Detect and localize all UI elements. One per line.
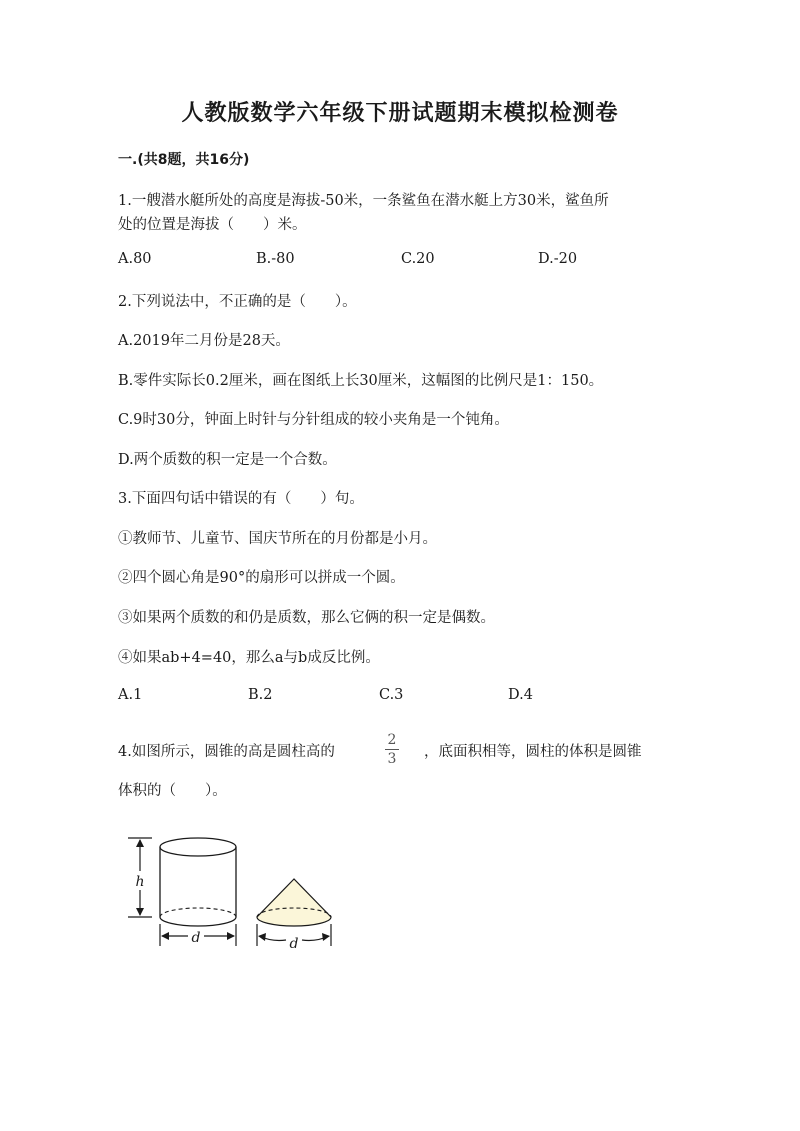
cylinder-diameter-label: d (191, 930, 201, 946)
height-arrowhead-down (136, 908, 144, 916)
cylinder-diameter-arrowhead-right (227, 932, 235, 940)
height-label: h (135, 874, 145, 890)
q3-option-d: D.4 (508, 687, 533, 703)
q2-option-d: D.两个质数的积一定是一个合数。 (118, 452, 337, 468)
q4-stem-after-fraction: ，底面积相等，圆柱的体积是圆锥 (424, 744, 642, 760)
page-title: 人教版数学六年级下册试题期末模拟检测卷 (181, 101, 619, 126)
cylinder-diameter-arrowhead-left (161, 932, 169, 940)
q4-stem-before-fraction: 4.如图所示，圆锥的高是圆柱高的 (118, 744, 335, 760)
cone-diameter-arrowhead-left (258, 933, 266, 941)
q3-option-c: C.3 (379, 687, 404, 703)
q3-statement-4: ④如果ab+4=40，那么a与b成反比例。 (118, 650, 380, 666)
cylinder-bottom-back-arc (160, 908, 236, 917)
q3-stem: 3.下面四句话中错误的有（ ）句。 (118, 491, 364, 507)
q2-option-b: B.零件实际长0.2厘米，画在图纸上长30厘米，这幅图的比例尺是1：150。 (118, 373, 604, 389)
q1-stem-line2: 处的位置是海拔（ ）米。 (118, 217, 307, 233)
fraction-numerator: 2 (387, 732, 397, 748)
fraction-two-thirds (383, 732, 401, 767)
cylinder-top-ellipse (160, 838, 236, 856)
q3-statement-3: ③如果两个质数的和仍是质数，那么它俩的积一定是偶数。 (118, 610, 495, 626)
q1-option-c: C.20 (401, 251, 435, 267)
cone-body (257, 879, 331, 926)
q1-option-a: A.80 (118, 251, 152, 267)
cylinder-diagram (128, 838, 236, 946)
q2-stem: 2.下列说法中，不正确的是（ ）。 (118, 294, 357, 310)
q1-option-d: D.-20 (538, 251, 578, 267)
fraction-denominator: 3 (387, 751, 397, 767)
q3-statement-2: ②四个圆心角是90°的扇形可以拼成一个圆。 (118, 570, 405, 586)
q4-stem-line2: 体积的（ ）。 (118, 783, 227, 799)
q3-option-a: A.1 (118, 687, 143, 703)
cylinder-cone-figure (124, 836, 340, 954)
section-heading: 一.(共8题，共16分) (118, 152, 250, 168)
height-arrowhead-up (136, 839, 144, 847)
fraction-bar (385, 749, 399, 750)
q3-option-b: B.2 (248, 687, 273, 703)
q2-option-a: A.2019年二月份是28天。 (118, 333, 290, 349)
q3-statement-1: ①教师节、儿童节、国庆节所在的月份都是小月。 (118, 531, 437, 547)
q1-option-b: B.-80 (256, 251, 295, 267)
cylinder-bottom-front-arc (160, 917, 236, 926)
q1-stem-line1: 1.一艘潜水艇所处的高度是海拔-50米，一条鲨鱼在潜水艇上方30米，鲨鱼所 (118, 193, 609, 209)
cone-diameter-arrowhead-right (322, 933, 330, 941)
q2-option-c: C.9时30分，钟面上时针与分针组成的较小夹角是一个钝角。 (118, 412, 509, 428)
cone-diameter-label: d (289, 936, 299, 952)
cone-diagram (257, 879, 331, 952)
